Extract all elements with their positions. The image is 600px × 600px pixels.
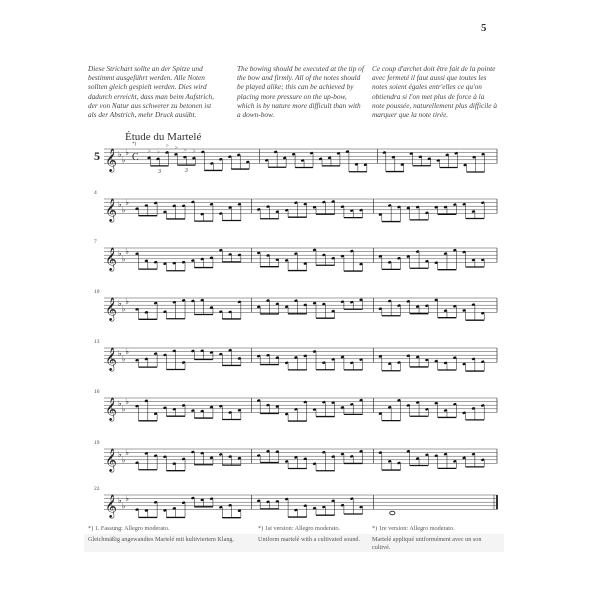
- measure-number: 13: [94, 339, 100, 345]
- footnote-description-french: Martelé appliqué uniformément avec un son cultivé.: [372, 536, 482, 551]
- flat-icon: ♭: [118, 398, 122, 408]
- flat-icon: ♭: [118, 348, 122, 358]
- flat-icon: ♭: [118, 449, 122, 459]
- staff-system: [94, 289, 497, 321]
- flat-icon: ♭: [125, 347, 129, 357]
- flat-icon: ♭: [125, 297, 129, 307]
- flat-icon: ♭: [125, 148, 129, 158]
- flat-icon: ♭: [118, 495, 122, 505]
- measure-number: 16: [94, 389, 100, 395]
- footnote-description-english: Uniform martelé with a cultivated sound.: [258, 536, 361, 543]
- triplet-label: 3: [184, 168, 188, 175]
- accent-mark: >: [174, 145, 178, 152]
- flat-icon: ♭: [118, 199, 122, 209]
- etude-number: 5: [94, 148, 100, 163]
- flat-icon: ♭: [121, 304, 126, 314]
- intro-text-english: The bowing should be executed at the tip of the bow and firmly. All of the notes should be played alike; this can be achieved by placing more pressure on the up-bow, which is by nature more difficult than with a down-bow.: [237, 64, 364, 120]
- footnote-description-german: Gleichmäßig angewandtes Martelé mit kultiviertem Klang.: [88, 536, 235, 543]
- flat-icon: ♭: [121, 254, 126, 264]
- treble-clef-icon: 𝄞: [105, 447, 117, 472]
- flat-icon: ♭: [118, 149, 122, 159]
- treble-clef-icon: 𝄞: [105, 147, 117, 172]
- treble-clef-icon: 𝄞: [105, 246, 117, 271]
- treble-clef-icon: 𝄞: [105, 396, 117, 421]
- footnote-tempo-english: *) 1st version: Allegro moderato.: [258, 525, 340, 532]
- footnote-tempo-french: *) 1re version: Allegro moderato.: [372, 525, 455, 532]
- flat-icon: ♭: [121, 501, 126, 511]
- staff-system: [94, 142, 497, 175]
- flat-icon: ♭: [121, 205, 126, 215]
- flat-icon: ♭: [121, 455, 126, 465]
- accent-mark: >: [156, 149, 160, 156]
- treble-clef-icon: 𝄞: [105, 296, 117, 321]
- flat-icon: ♭: [121, 404, 126, 414]
- flat-icon: ♭: [121, 354, 126, 364]
- flat-icon: ♭: [125, 198, 129, 208]
- flat-icon: ♭: [125, 494, 129, 504]
- treble-clef-icon: 𝄞: [105, 493, 117, 518]
- staff-system: [94, 239, 497, 271]
- flat-icon: ♭: [125, 448, 129, 458]
- measure-number: 7: [94, 239, 97, 245]
- accent-mark: >: [165, 143, 169, 150]
- flat-icon: ♭: [125, 247, 129, 257]
- page-number: 5: [481, 22, 487, 34]
- flat-icon: ♭: [118, 248, 122, 258]
- etude-title: Étude du Martelé: [125, 131, 202, 143]
- accent-mark: >: [183, 148, 187, 155]
- staff-system: [94, 440, 497, 472]
- footnote-tempo-german: *) 1. Fassung: Allegro moderato.: [88, 525, 170, 532]
- measure-number: 22: [94, 486, 100, 492]
- intro-text-french: Ce coup d'archet doit être fait de la pointe avec fermeté il faut aussi que toutes les notes soient égales entr'elles ce qu'on obtiendra si l'on met plus de force à la note poussée, naturellement plus difficile à marquer que la note tirée.: [372, 64, 497, 120]
- treble-clef-icon: 𝄞: [105, 346, 117, 371]
- footnote-marker: *): [132, 142, 137, 147]
- accent-mark: >: [147, 148, 151, 155]
- flat-icon: ♭: [121, 155, 126, 165]
- measure-number: 10: [94, 289, 100, 295]
- accent-mark: >: [192, 149, 196, 156]
- flat-icon: ♭: [118, 298, 122, 308]
- staff-system: [94, 486, 497, 518]
- measure-number: 19: [94, 440, 100, 446]
- intro-text-german: Diese Strichart sollte an der Spitze und bestimmt ausgeführt werden. Alle Noten sollten gleich gespielt werden. Dies wird dadurch erreicht, dass man beim Aufstrich, der von Natur aus schwerer zu betonen ist als der Abstrich, mehr Druck ausübt.: [88, 64, 214, 120]
- staff-system: [94, 339, 497, 371]
- staff-system: [94, 190, 497, 222]
- staff-system: [94, 389, 497, 421]
- triplet-label: 3: [157, 168, 161, 175]
- measure-number: 4: [94, 190, 97, 196]
- time-signature: C: [132, 151, 139, 163]
- treble-clef-icon: 𝄞: [105, 197, 117, 222]
- flat-icon: ♭: [125, 397, 129, 407]
